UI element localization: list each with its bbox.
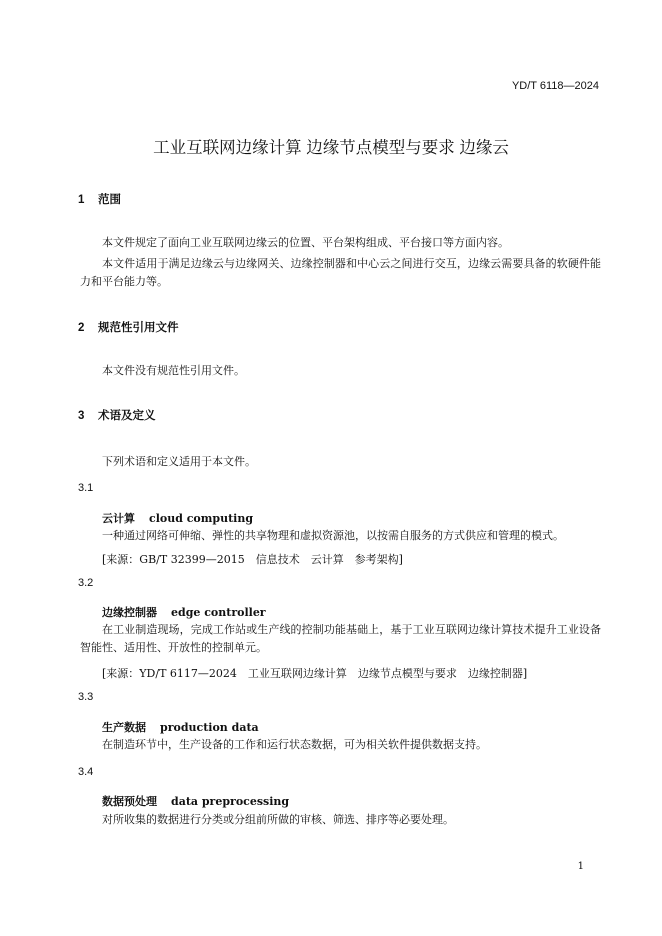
term-source: [来源：YD/T 6117—2024 工业互联网边缘计算 边缘节点模型与要求 边缘控制器] xyxy=(102,667,528,680)
paragraph: 本文件规定了面向工业互联网边缘云的位置、平台架构组成、平台接口等方面内容。 xyxy=(102,236,509,249)
section-heading-normative-references xyxy=(78,319,179,335)
term-definition: 在制造环节中，生产设备的工作和运行状态数据，可为相关软件提供数据支持。 xyxy=(102,738,487,751)
term-heading xyxy=(102,510,253,526)
term-zh: 生产数据 xyxy=(102,721,146,734)
page-number: 1 xyxy=(577,861,584,872)
paragraph: 本文件适用于满足边缘云与边缘网关、边缘控制器和中心云之间进行交互，边缘云需要具备的软硬件能力和平台能力等。 xyxy=(80,257,601,288)
term-number: 3.4 xyxy=(78,766,94,778)
term-heading xyxy=(102,719,259,735)
section-title: 范围 xyxy=(98,194,121,206)
term-definition: 在工业制造现场，完成工作站或生产线的控制功能基础上，基于工业互联网边缘计算技术提升工业设备智能性、适用性、开放性的控制单元。 xyxy=(80,623,601,654)
paragraph: 本文件没有规范性引用文件。 xyxy=(102,364,245,377)
term-en: edge controller xyxy=(171,606,266,619)
section-number: 1 xyxy=(78,194,85,206)
paragraph: 下列术语和定义适用于本文件。 xyxy=(102,455,256,468)
term-number: 3.2 xyxy=(78,577,94,589)
section-heading-scope xyxy=(78,191,121,207)
section-title: 规范性引用文件 xyxy=(98,322,179,334)
term-zh: 边缘控制器 xyxy=(102,606,157,619)
term-zh: 云计算 xyxy=(102,512,135,525)
term-en: data preprocessing xyxy=(171,795,290,808)
term-en: cloud computing xyxy=(149,512,254,525)
section-number: 3 xyxy=(78,410,85,422)
term-number: 3.1 xyxy=(78,482,94,494)
term-en: production data xyxy=(160,721,259,734)
document-code: YD/T 6118—2024 xyxy=(511,80,599,92)
term-heading xyxy=(102,604,266,620)
document-title: 工业互联网边缘计算 边缘节点模型与要求 边缘云 xyxy=(153,139,509,157)
term-heading xyxy=(102,793,289,809)
term-definition: 一种通过网络可伸缩、弹性的共享物理和虚拟资源池，以按需自服务的方式供应和管理的模式。 xyxy=(102,529,564,542)
term-source: [来源：GB/T 32399—2015 信息技术 云计算 参考架构] xyxy=(102,553,403,566)
section-title: 术语及定义 xyxy=(98,410,156,422)
section-heading-terms xyxy=(78,407,156,423)
term-definition: 对所收集的数据进行分类或分组前所做的审核、筛选、排序等必要处理。 xyxy=(102,813,454,826)
term-number: 3.3 xyxy=(78,691,94,703)
section-number: 2 xyxy=(78,322,85,334)
term-zh: 数据预处理 xyxy=(102,795,157,808)
